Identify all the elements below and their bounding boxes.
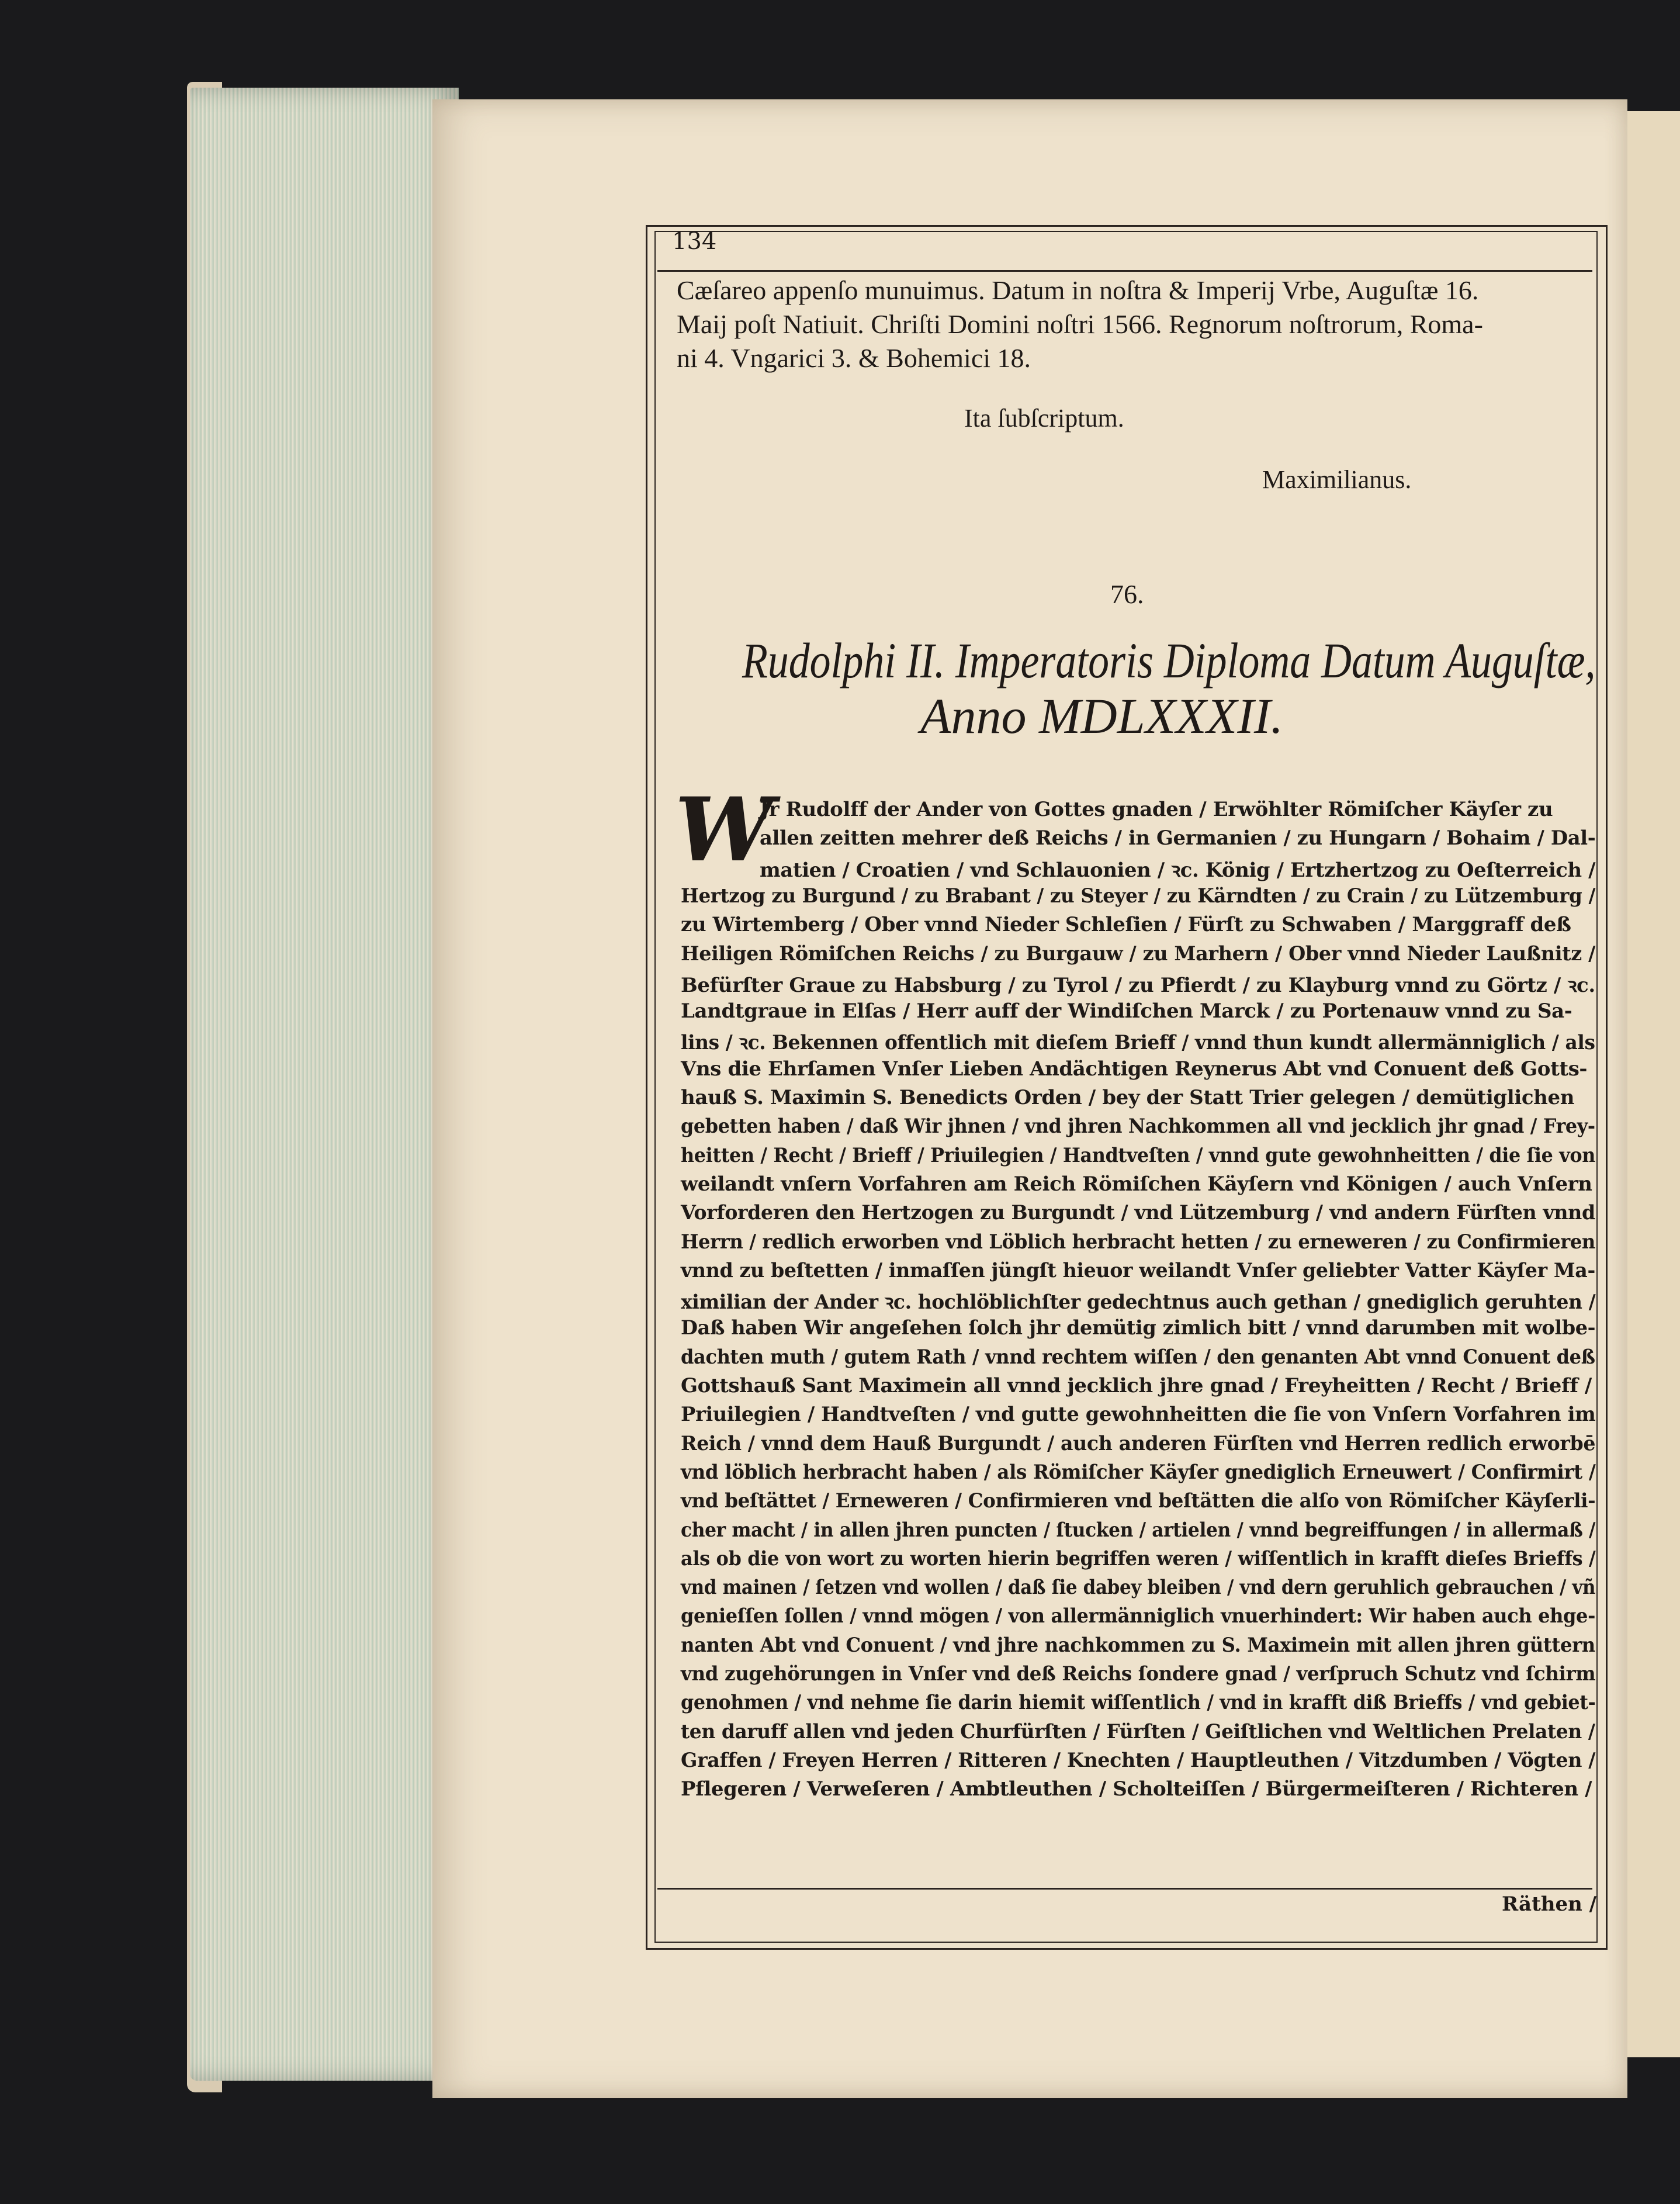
- body-line: nanten Abt vnd Conuent / vnd jhre nachkommen zu S. Maximein mit allen jhren güttern: [681, 1634, 1595, 1657]
- body-line: Herrn / redlich erworben vnd Löblich herbracht hetten / zu erneweren / zu Confirmieren: [681, 1230, 1595, 1254]
- body-line: allen zeitten mehrer deß Reichs / in Germanien / zu Hungarn / Bohaim / Dal-: [760, 826, 1596, 850]
- body-line: heitten / Recht / Brieff / Priuilegien / Handtveſten / vnnd gute gewohnheitten / die ſie von: [681, 1144, 1595, 1167]
- body-line: weilandt vnſern Vorfahren am Reich Römiſchen Käyſern vnd Königen / auch Vnſern: [681, 1172, 1592, 1196]
- body-line: Vns die Ehrſamen Vnſer Lieben Andächtigen Reynerus Abt vnd Conuent deß Gotts-: [681, 1057, 1588, 1081]
- body-line: matien / Croatien / vnd Schlauonien / ꝛc. König / Ertzhertzog zu Oeſterreich /: [760, 859, 1596, 882]
- body-line: hauß S. Maximin S. Benedicts Orden / bey der Statt Trier gelegen / demütiglichen: [681, 1086, 1575, 1109]
- body-line: vnnd zu beſtetten / inmaſſen jüngſt hieuor weilandt Vnſer geliebter Vatter Käyſer Ma-: [681, 1259, 1595, 1282]
- body-line: Reich / vnnd dem Hauß Burgundt / auch anderen Fürſten vnd Herren redlich erworbē: [681, 1432, 1596, 1455]
- body-line: vnd mainen / ſetzen vnd wollen / daß ſie dabey bleiben / vnd dern geruhlich gebrauchen / vñ: [681, 1576, 1596, 1599]
- body-line: ten daruff allen vnd jeden Churfürſten / Fürſten / Geiſtlichen vnd Weltlichen Prelaten /: [681, 1720, 1595, 1743]
- subscription-note: Ita ſubſcriptum.: [964, 404, 1124, 433]
- page-number: 134: [672, 228, 717, 255]
- latin-line: Maij poſt Natiuit. Chriſti Domini noſtri 1566. Regnorum noſtrorum, Roma-: [677, 309, 1483, 339]
- footer-rule: [657, 1888, 1592, 1890]
- facing-page-edge: [1627, 111, 1680, 2057]
- body-line: vnd löblich herbracht haben / als Römiſcher Käyſer gnediglich Erneuwert / Confirmirt /: [681, 1461, 1596, 1484]
- body-line: Landtgraue in Elſas / Herr auff der Windiſchen Marck / zu Portenauw vnnd zu Sa-: [681, 999, 1572, 1023]
- body-line: vnd zugehörungen in Vnſer vnd deß Reichs ſondere gnad / verſpruch Schutz vnd ſchirm: [681, 1662, 1596, 1686]
- body-line: Graffen / Freyen Herren / Ritteren / Knechten / Hauptleuthen / Vitzdumben / Vögten /: [681, 1749, 1596, 1772]
- body-line: Daß haben Wir angeſehen ſolch jhr demütig zimlich bitt / vnnd darumben mit wolbe-: [681, 1316, 1596, 1340]
- signer-name: Maximilianus.: [1262, 465, 1412, 494]
- body-line: lins / ꝛc. Bekennen offentlich mit dieſem Brieff / vnnd thun kundt allermänniglich / als: [681, 1031, 1595, 1054]
- body-line: Heiligen Römiſchen Reichs / zu Burgauw / zu Marhern / Ober vnnd Nieder Laußnitz /: [681, 942, 1595, 966]
- body-line: als ob die von wort zu worten hierin begriffen weren / wiſſentlich in krafft dieſes Brieffs /: [681, 1547, 1596, 1570]
- body-line: Hertzog zu Burgund / zu Brabant / zu Steyer / zu Kärndten / zu Crain / zu Lützemburg /: [681, 884, 1595, 908]
- body-line: Befürſter Graue zu Habsburg / zu Tyrol / zu Pfierdt / zu Klayburg vnnd zu Görtz / ꝛc.: [681, 974, 1595, 997]
- book-fore-edge: [190, 88, 459, 2081]
- body-line: Priuilegien / Handtveſten / vnd gutte gewohnheitten die ſie von Vnſern Vorfahren im: [681, 1403, 1596, 1426]
- body-line: gebetten haben / daß Wir jhnen / vnd jhren Nachkommen all vnd jecklich jhr gnad / Frey-: [681, 1115, 1595, 1138]
- latin-line: Cæſareo appenſo munuimus. Datum in noſtra & Imperij Vrbe, Auguſtæ 16.: [677, 275, 1479, 305]
- body-line: vnd beſtättet / Erneweren / Confirmieren vnd beſtätten die alſo von Römiſcher Käyſerli-: [681, 1489, 1596, 1513]
- header-rule: [657, 270, 1592, 272]
- body-line: Jr Rudolff der Ander von Gottes gnaden / Erwöhlter Römiſcher Käyſer zu: [760, 798, 1553, 821]
- body-line: zu Wirtemberg / Ober vnnd Nieder Schleſien / Fürſt zu Schwaben / Marggraff deß: [681, 913, 1571, 936]
- body-line: ximilian der Ander ꝛc. hochlöblichſter gedechtnus auch gethan / gnediglich geruhten /: [681, 1290, 1596, 1314]
- document-number: 76.: [1110, 579, 1144, 609]
- body-line: dachten muth / gutem Rath / vnnd rechtem wiſſen / den genanten Abt vnnd Conuent deß: [681, 1345, 1595, 1369]
- body-line: Pflegeren / Verweſeren / Ambtleuthen / Scholteiſſen / Bürgermeiſteren / Richteren /: [681, 1777, 1592, 1801]
- document-heading-line: Anno MDLXXXII.: [920, 688, 1283, 744]
- latin-line: ni 4. Vngarici 3. & Bohemici 18.: [677, 343, 1031, 373]
- catchword: Räthen /: [1502, 1892, 1597, 1916]
- drop-cap: W: [675, 779, 774, 881]
- body-line: Gottshauß Sant Maximein all vnnd jecklich jhre gnad / Freyheitten / Recht / Brieff /: [681, 1374, 1592, 1397]
- body-line: Vorforderen den Hertzogen zu Burgundt / vnd Lützemburg / vnd andern Fürſten vnnd: [681, 1201, 1595, 1224]
- body-line: genohmen / vnd nehme ſie darin hiemit wiſſentlich / vnd in krafft diß Brieffs / vnd gebiet-: [681, 1691, 1596, 1714]
- body-line: genieſſen ſollen / vnnd mögen / von allermänniglich vnuerhindert: Wir haben auch ehge-: [681, 1604, 1596, 1628]
- document-heading-line: Rudolphi II. Imperatoris Diploma Datum Auguſtæ,: [742, 632, 1596, 688]
- body-line: cher macht / in allen jhren puncten / ſtucken / artielen / vnnd begreiffungen / in allermaß /: [681, 1518, 1596, 1542]
